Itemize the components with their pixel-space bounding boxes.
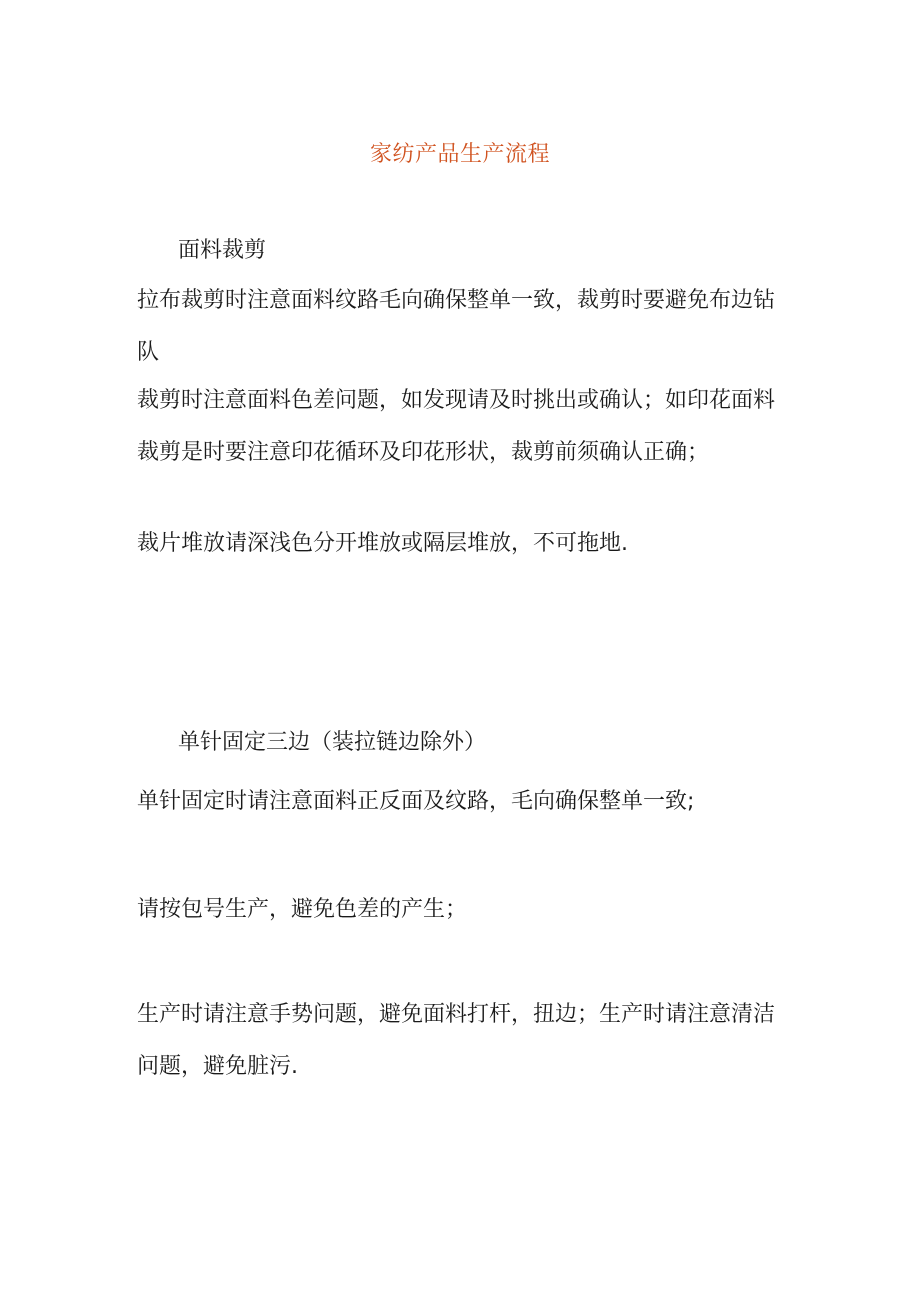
paragraph: 请按包号生产，避免色差的产生； xyxy=(137,897,468,922)
paragraph: 拉布裁剪时注意面料纹路毛向确保整单一致，裁剪时要避免布边钻队 xyxy=(137,288,776,365)
document-title: 家纺产品生产流程 xyxy=(369,142,550,167)
section-heading-fabric-cutting: 面料裁剪 xyxy=(178,238,267,263)
paragraph: 裁剪时注意面料色差问题，如发现请及时挑出或确认；如印花面料裁剪是时要注意印花循环及印花形状，裁剪前须确认正确； xyxy=(137,388,776,465)
paragraph: 生产时请注意手势问题，避免面料打杆，扭边；生产时请注意清洁问题，避免脏污. xyxy=(137,1002,776,1079)
section-heading-single-needle: 单针固定三边（装拉链边除外） xyxy=(178,730,487,755)
paragraph: 单针固定时请注意面料正反面及纹路，毛向确保整单一致; xyxy=(137,789,695,814)
paragraph: 裁片堆放请深浅色分开堆放或隔层堆放，不可拖地. xyxy=(137,531,628,556)
